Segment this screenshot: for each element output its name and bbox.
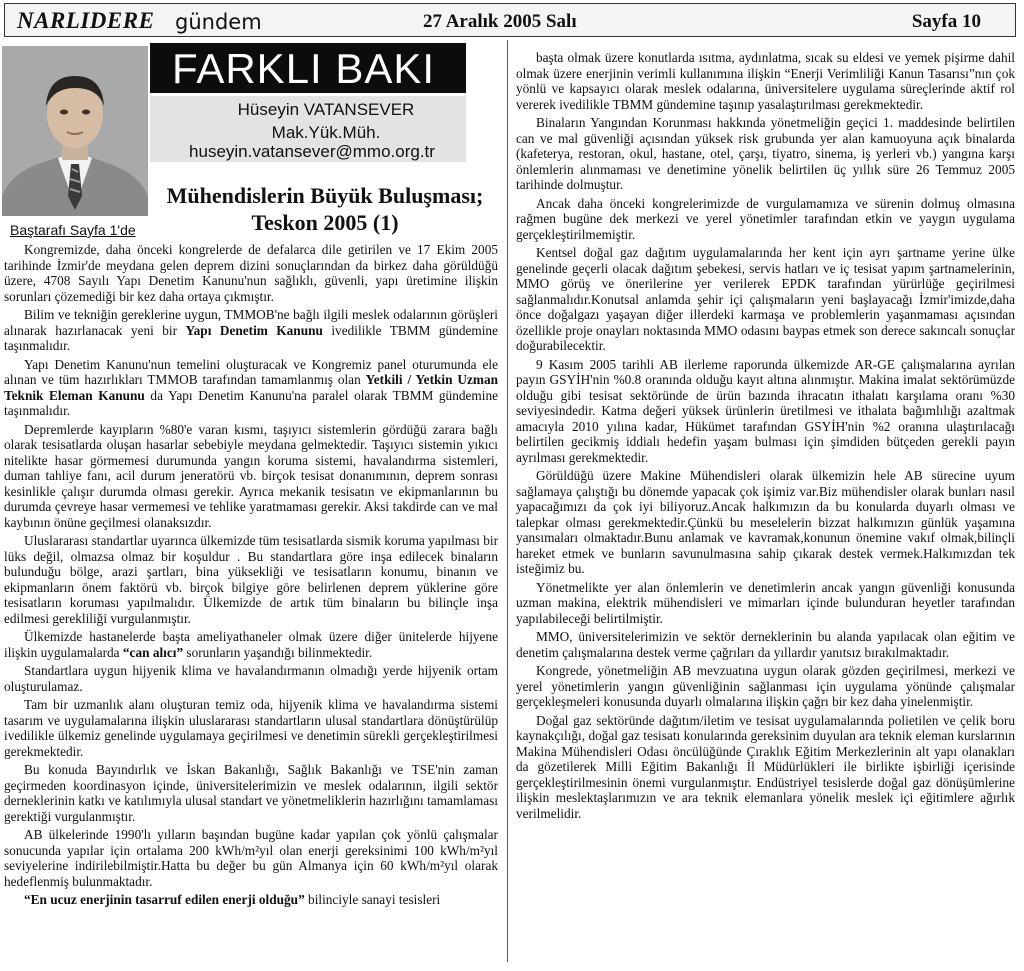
column-banner: [150, 43, 466, 93]
emphasized-text: “En ucuz enerjinin tasarruf edilen enerji olduğu”: [24, 892, 305, 907]
author-box: [150, 96, 466, 162]
emphasized-text: Yetkili / Yetkin Uzman Teknik Eleman Kanunu: [4, 372, 499, 403]
paragraph-text: sorunların yaşandığı bilinmektedir.: [183, 644, 373, 660]
paragraph-text: ivedilikle TBMM gündemine taşınmalıdır.: [4, 322, 498, 353]
column-title: FARKLI BAKI: [172, 45, 436, 92]
article-paragraph: [4, 629, 498, 660]
author-email: huseyin.vatansever@mmo.org.tr: [189, 142, 435, 161]
emphasized-text: Yapı Denetim Kanunu: [185, 322, 323, 338]
headline-line-1: Mühendislerin Büyük Buluşması;: [166, 183, 484, 208]
masthead-bar: [4, 3, 1016, 37]
article-paragraph: Kentsel doğal gaz dağıtım uygulamalarında her kent için ayrı şartname yerine ülke genelinde geçerli olacak dağıtım şebekesi, servis hatları ve iç tesisat yapım şartnamelerinin, MMO görüş ve önerilerine yer verilerek EPDK tarafından yürürlüğe geçirilmesi sağlanmalıdır.Konutsal anlamda şehir içi çalışmaların yeni başlayacağı İzmir'imizde,daha önce doğalgazı yaşayan diğer illerdeki karmaşa ve problemlerin yaşanmaması açısından özellikle proje onayları noktasında MMO odasını baypas etmek son derece sakıncalı sonuçlar doğurabilecektir.: [516, 245, 1015, 353]
emphasized-text: “can alıcı”: [122, 644, 184, 660]
paragraph-text: da Yapı Denetim Kanunu'na paralel olarak TBMM gündemine taşınmalıdır.: [4, 387, 498, 418]
article-paragraph: Kongrede, yönetmeliğin AB mevzuatına uygun olarak gözden geçirilmesi, merkezi ve yerel yönetimlerin yangın güvenliğinin sağlanması için uygulama yönünde çalışmalar gerçekleşmeleri konusunda duyarlı olmalarına ilişkin çağrı bir kez daha yinelenmiştir.: [516, 663, 1015, 709]
paragraph-text: Uluslararası standartlar uyarınca ülkemizde tüm tesisatlarda sismik koruma yapılması bir lüks değil, olmazsa olmaz bir koşuldur . Bu standartlara göre inşa edilecek binaların bulunduğu bölge, arazi şartları, bina yüksekliği ve tesisatların konumu, binanın ve ekipmanların önem faktörü vb. birçok bilgiye göre belirlenen deprem yüklerine göre tesisatların koruması yapılmalıdır. Ülkemizde de artık tüm binaların bu bilinçle inşa edilmesi gerekliliği vurgulanmıştır.: [4, 533, 498, 626]
paragraph-text: Bilim ve tekniğin gereklerine uygun, TMMOB'ne bağlı ilgili meslek odalarının görüşleri alınarak hazırlanacak yeni bir: [4, 307, 498, 338]
section-name: gündem: [175, 10, 262, 34]
article-left-column: [4, 242, 498, 911]
paragraph-text: Yapı Denetim Kanunu'nun temelini oluşturacak ve Kongremiz panel oturumunda ele alınan ve tüm hazırlıkları TMMOB tarafından tamamlanmış olan: [4, 356, 498, 387]
portrait-illustration: [2, 46, 148, 216]
article-paragraph: [4, 533, 498, 626]
article-paragraph: [4, 762, 498, 824]
article-paragraph: MMO, üniversitelerimizin ve sektör derneklerinin bu alanda yapılacak olan eğitim ve denetim çalışmalarına destek verme çağrıları da yıllardır yanıtsız bırakılmaktadır.: [516, 629, 1015, 660]
article-paragraph: [4, 422, 498, 531]
article-paragraph: Görüldüğü üzere Makine Mühendisleri olarak ülkemizin hele AB sürecine uyum sağlamaya çalıştığı bu dönemde yapacak çok işimiz var.Biz mühendisler olarak bunları nasıl yapacağımızı da çok iyi biliyoruz.Ancak halkımızın da bu konularda duyarlı olması ve talepkar olması gerekmektedir.Çünkü bu meselelerin bizzat halkımızın günlük yaşamına yansımaları olmaktadır.Bunu anlamak ve kavramak,konunun önemine vakıf olmak,bilinçli hareket etmek ve bunların savunulmasına sahip çıkarak destek vermek.Halkımızdan tek isteğimiz bu.: [516, 468, 1015, 576]
article-paragraph: Yönetmelikte yer alan önlemlerin ve denetimlerin ancak yangın güvenliği konusunda uzman makina, elektrik mühendisleri ve mimarları içinde bulunduran heyetler tarafından yapılabileceği belirtilmiştir.: [516, 579, 1015, 626]
article-paragraph: [4, 892, 498, 908]
paragraph-text: AB ülkelerinde 1990'lı yılların başından bugüne kadar yapılan çok yönlü çalışmalar sonucunda yapılar için ortalama 200 kWh/m²yıl olan enerji gereksinimi 100 kWh/m²yıl seviyelerine indirilebilmiştir.Hatta bu değer bu gün Almanya için 60 kWh/m²yıl olarak hedeflenmiş bulunmaktadır.: [4, 827, 498, 889]
continued-from-note: Baştarafı Sayfa 1'de: [10, 222, 136, 238]
author-photo: [2, 46, 148, 216]
article-paragraph: 9 Kasım 2005 tarihli AB ilerleme raporunda ülkemizde AR-GE çalışmalarına ayrılan payın GSYİH'nin %0.8 oranında olduğu kayıt altına alınmıştır. Makina imalat sektörümüzde olduğu gibi tesisat sektöründe de ürün bazında ihracatın ithalatı karşılama oranı %30 seviyesindedir. Katma değeri yüksek ürünlerin üretilmesi ve ithalata bağımlılığı azaltmak amacıyla 2010 yılına kadar, Hükümet tarafından GSYİH'nin %2 oranına ulaştırılacağı belirtilen gecikmiş iddialı hedefin yaşam bulması için şimdiden bütçeden gerekli payın ayrılması gerekmektedir.: [516, 356, 1015, 465]
paragraph-text: bilinciyle sanayi tesisleri: [304, 892, 441, 907]
article-paragraph: Ancak daha önceki kongrelerimizde de vurgulamamıza ve sürenin dolmuş olmasına rağmen bugüne dek merkezi ve yerel yönetimler tarafından etkin ve yaygın uygulama gerçekleştirilmemiştir.: [516, 195, 1015, 242]
page-number: Sayfa 10: [911, 11, 981, 32]
article-right-column: [516, 50, 1015, 824]
column-divider: [507, 40, 508, 962]
article-paragraph: [4, 663, 498, 694]
author-name: Hüseyin VATANSEVER: [237, 100, 415, 119]
article-headline: [152, 182, 498, 236]
article-paragraph: başta olmak üzere konutlarda ısıtma, aydınlatma, sıcak su eldesi ve yemek pişirme dahil olmak üzere enerjinin verimli kullanımına ilişkin “Enerji Verimliliği Kanun Tasarısı”nın çok yönlü ve kapsayıcı olarak meslek odalarına, üniversitelere uygulama süreçlerinde aktif rol vererek ivedilikle TBMM gündemine taşınıp yasalaştırılması gerekmektedir.: [516, 50, 1015, 112]
article-paragraph: [4, 827, 498, 889]
paragraph-text: Tam bir uzmanlık alanı oluşturan temiz oda, hijyenik klima ve havalandırma sistemi tasarım ve uygulamalarına ilişkin uluslararası standartların ulusal standartlara dönüştürülüp ivedilikle ülkemiz genelinde uygulamaya geçirilmesi ve denetimin sürekli gerçekleştirilmesi gerekmektedir.: [4, 697, 498, 759]
paragraph-text: Standartlara uygun hijyenik klima ve havalandırmanın olmadığı yerde hijyenik ortam oluşturulamaz.: [4, 663, 498, 694]
article-paragraph: [4, 357, 498, 419]
paragraph-text: Bu konuda Bayındırlık ve İskan Bakanlığı, Sağlık Bakanlığı ve TSE'nin zaman geçirmeden koordinasyon içinde, üniversitelerimizin ve meslek odalarının, ilgili sektör derneklerinin katkı ve katılımıyla ulusal standart ve yönetmeliklerin hazırlığını tamamlaması gerektiği vurgulanmıştır.: [4, 762, 498, 824]
paragraph-text: Depremlerde kayıpların %80'e varan kısmı, taşıyıcı sistemlerin gördüğü zarara bağlı olarak tesisatlarda oluşan hasarlar sebebiyle meydana gelmektedir. Taşıyıcı sistemin yıkıcı nitelikte hasar görmemesi durumunda yangın koruma sistemi, havalandırma sistemleri, duman tahliye fanı, acil durum jeneratörü vb. birçok tesisat donanımının, deprem sonrası kesinlikle çalışır durumda olması gerekir. Ayrıca mekanik tesisatın ve ekipmanlarının bu durumda çevreye hasar vermemesi ve tehlike yaratmaması gerekir. Aksi takdirde can ve mal kaybının önüne geçilmesi olanaksızdır.: [4, 421, 498, 530]
article-paragraph: Binaların Yangından Korunması hakkında yönetmeliğin geçici 1. maddesinde belirtilen can ve mal güvenliği açısından yüksek risk grubunda yer alan kamuoyuna açık binalarda (kafeterya, restoran, okul, hastane, otel, çarşı, tiyatro, sinema, iş yerleri vb.) yangına karşı önlemlerin alınmaması ve denetimine yönelik belirtilen üç yıllık süre 26 Temmuz 2005 tarihinde dolmuştur.: [516, 115, 1015, 192]
article-paragraph: [4, 242, 498, 304]
article-paragraph: [4, 697, 498, 759]
article-paragraph: Doğal gaz sektöründe dağıtım/iletim ve tesisat uygulamalarında polietilen ve çelik boru kaynakçılığı, doğal gaz tesisatı konularında gereksinim duyulan ara teknik eleman kurslarının Makina Mühendisleri Odası öncülüğünde Çıraklık Eğitim Merkezlerinin alt yapı olanakları da gözetilerek Milli Eğitim Bakanlığı İl Müdürlükleri ile birlikte işbirliği içerisinde gerçekleştirilmesinin önemi vurgulanmıştır. Endüstriyel tesislerde doğal gaz dönüşümlerine ilişkin meslektaşlarımızın ve ara teknik elemanlara yönelik meslek içi eğitimlere ağırlık verilmelidir.: [516, 712, 1015, 821]
paragraph-text: Kongremizde, daha önceki kongrelerde de defalarca dile getirilen ve 17 Ekim 2005 tarihinde İzmir'de meydana gelen deprem dizini sonuçlarından da birkez daha görüldüğü üzere, 4708 Sayılı Yapı Denetim Kanunu'nun sağlıklı, güvenli, yapı üretimine ilişkin sorunları çözemediği bir kez daha ortaya çıkmıştır.: [4, 242, 498, 304]
headline-line-2: Teskon 2005 (1): [251, 210, 399, 235]
author-title: Mak.Yük.Müh.: [271, 123, 381, 142]
issue-date: 27 Aralık 2005 Salı: [423, 11, 577, 32]
paragraph-text: Ülkemizde hastanelerde başta ameliyathaneler olmak üzere diğer ünitelerde hijyene ilişkin uygulamalarda: [4, 629, 498, 660]
newspaper-brand: NARLIDERE: [17, 8, 155, 33]
article-paragraph: [4, 307, 498, 354]
